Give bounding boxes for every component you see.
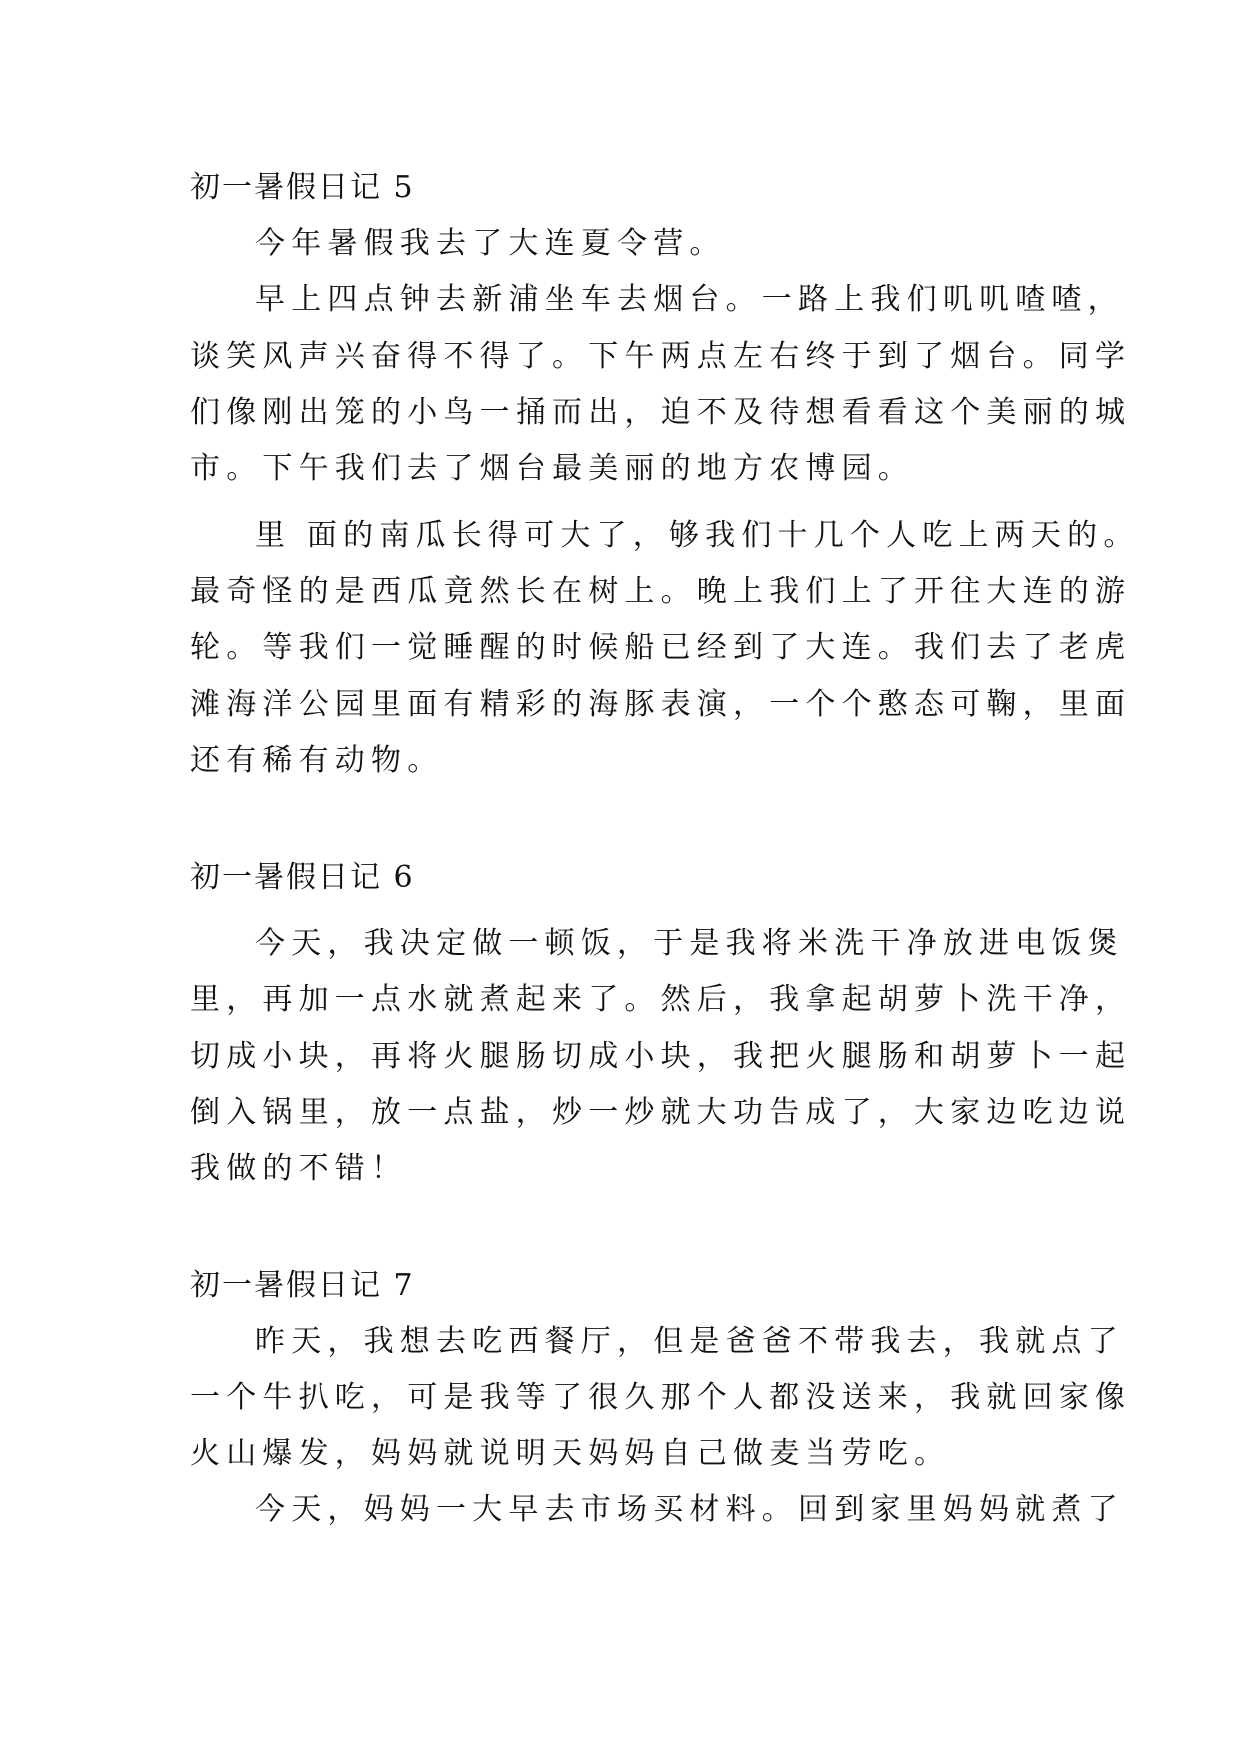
paragraph-line: 一个牛扒吃，可是我等了很久那个人都没送来，我就回家像 xyxy=(190,1380,1132,1415)
paragraph-line: 切成小块，再将火腿肠切成小块，我把火腿肠和胡萝卜一起 xyxy=(190,1039,1132,1074)
paragraph-line: 市。下午我们去了烟台最美丽的地方农博园。 xyxy=(190,451,914,486)
paragraph-line: 今天，妈妈一大早去市场买材料。回到家里妈妈就煮了 xyxy=(255,1492,1124,1527)
paragraph-line: 里，再加一点水就煮起来了。然后，我拿起胡萝卜洗干净， xyxy=(190,982,1132,1017)
paragraph-line: 我做的不错！ xyxy=(190,1151,408,1186)
paragraph-line: 轮。等我们一觉睡醒的时候船已经到了大连。我们去了老虎 xyxy=(190,630,1132,665)
paragraph-line: 火山爆发，妈妈就说明天妈妈自己做麦当劳吃。 xyxy=(190,1436,951,1471)
paragraph-line: 们像刚出笼的小鸟一捅而出，迫不及待想看看这个美丽的城 xyxy=(190,395,1132,430)
paragraph-line: 最奇怪的是西瓜竟然长在树上。晚上我们上了开往大连的游 xyxy=(190,574,1132,609)
paragraph-line: 昨天，我想去吃西餐厅，但是爸爸不带我去，我就点了 xyxy=(255,1324,1124,1359)
paragraph-line: 今年暑假我去了大连夏令营。 xyxy=(255,226,726,261)
paragraph-line: 还有稀有动物。 xyxy=(190,743,444,778)
paragraph-line: 里 面的南瓜长得可大了，够我们十几个人吃上两天的。 xyxy=(255,518,1140,553)
paragraph-line: 今天，我决定做一顿饭，于是我将米洗干净放进电饭煲 xyxy=(255,926,1124,961)
section-title: 初一暑假日记 7 xyxy=(190,1268,415,1303)
section-title: 初一暑假日记 6 xyxy=(190,860,415,895)
paragraph-line: 谈笑风声兴奋得不得了。下午两点左右终于到了烟台。同学 xyxy=(190,339,1132,374)
paragraph-line: 滩海洋公园里面有精彩的海豚表演，一个个憨态可鞠，里面 xyxy=(190,687,1132,722)
section-title: 初一暑假日记 5 xyxy=(190,170,415,205)
paragraph-line: 早上四点钟去新浦坐车去烟台。一路上我们叽叽喳喳， xyxy=(255,282,1124,317)
paragraph-line: 倒入锅里，放一点盐，炒一炒就大功告成了，大家边吃边说 xyxy=(190,1095,1132,1130)
